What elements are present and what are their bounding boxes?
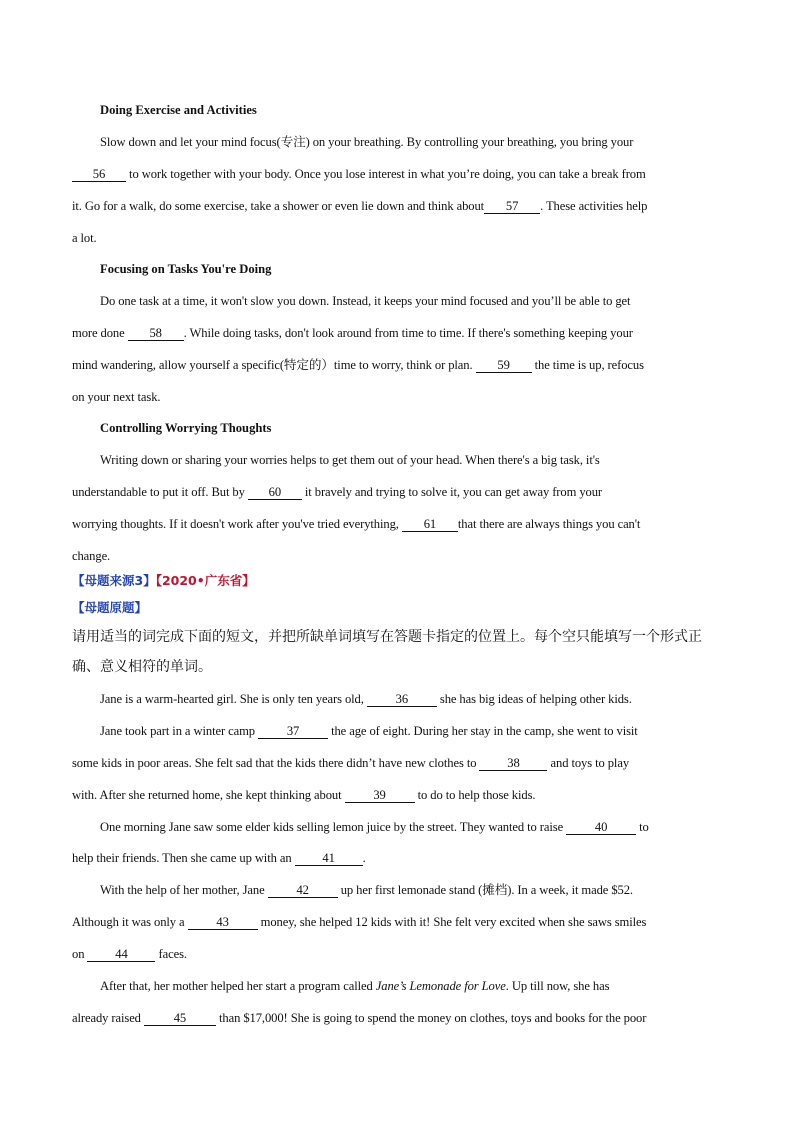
paragraph-line <box>72 198 722 214</box>
paragraph-line <box>72 548 722 564</box>
text: money, she helped 12 kids with it! She felt very excited when she saws smiles <box>257 915 647 929</box>
paragraph-line <box>100 882 722 898</box>
blank-45[interactable]: 45 <box>144 1011 216 1026</box>
text: already raised <box>72 1011 144 1025</box>
blank-56[interactable]: 56 <box>72 167 126 182</box>
text: . <box>362 851 366 865</box>
blank-39[interactable]: 39 <box>345 788 415 803</box>
text: Writing down or sharing your worries helps to get them out of your head. When there's a big task, it's <box>100 453 600 467</box>
text: the time is up, refocus <box>531 358 644 372</box>
text: to do to help those kids. <box>414 788 536 802</box>
blank-43[interactable]: 43 <box>188 915 258 930</box>
text: the age of eight. During her stay in the camp, she went to visit <box>328 724 638 738</box>
paragraph-line <box>100 293 722 309</box>
text: more done <box>72 326 128 340</box>
blank-44[interactable]: 44 <box>87 947 155 962</box>
paragraph-line <box>72 850 722 866</box>
text: to work together with your body. Once you lose interest in what you’re doing, you can take a break from <box>126 167 646 181</box>
text: . While doing tasks, don't look around from time to time. If there's something keeping your <box>183 326 633 340</box>
blank-59[interactable]: 59 <box>476 358 532 373</box>
paragraph-line <box>72 166 722 182</box>
paragraph-line <box>100 134 722 150</box>
blank-40[interactable]: 40 <box>566 820 636 835</box>
blank-61[interactable]: 61 <box>402 517 458 532</box>
blank-41[interactable]: 41 <box>295 851 363 866</box>
text: with. After she returned home, she kept thinking about <box>72 788 345 802</box>
blank-38[interactable]: 38 <box>479 756 547 771</box>
paragraph-line <box>72 325 722 341</box>
paragraph-line <box>100 978 722 994</box>
text: than $17,000! She is going to spend the money on clothes, toys and books for the poor <box>215 1011 647 1025</box>
paragraph-line <box>72 516 722 532</box>
paragraph-line <box>100 723 722 739</box>
paragraph-line <box>72 946 722 962</box>
text: on your next task. <box>72 390 161 404</box>
paragraph-line <box>72 389 722 405</box>
text: she has big ideas of helping other kids. <box>436 692 632 706</box>
source-label: 【母题来源3】 <box>72 573 156 588</box>
source-year-region: 【2020•广东省】 <box>155 573 255 588</box>
paragraph-line <box>72 787 722 803</box>
text: understandable to put it off. But by <box>72 485 248 499</box>
text: up her first lemonade stand (摊档). In a week, it made $52. <box>337 883 633 897</box>
section-heading: Doing Exercise and Activities <box>100 103 257 117</box>
instruction-line: 请用适当的词完成下面的短文，并把所缺单词填写在答题卡指定的位置上。每个空只能填写一个形式正 <box>72 629 702 645</box>
blank-36[interactable]: 36 <box>367 692 437 707</box>
text: and toys to play <box>547 756 630 770</box>
text: help their friends. Then she came up with an <box>72 851 295 865</box>
original-question-label: 【母题原题】 <box>72 600 148 615</box>
blank-60[interactable]: 60 <box>248 485 302 500</box>
paragraph-line <box>72 1010 722 1026</box>
text: mind wandering, allow yourself a specific(特定的）time to worry, think or plan. <box>72 358 476 372</box>
program-title: Jane’s Lemonade for Love <box>375 979 506 993</box>
paragraph-line <box>72 755 722 771</box>
paragraph-line <box>72 357 722 373</box>
text: . Up till now, she has <box>505 979 610 993</box>
text: to <box>636 820 649 834</box>
text: that there are always things you can't <box>457 517 641 531</box>
text: some kids in poor areas. She felt sad that the kids there didn’t have new clothes to <box>72 756 480 770</box>
paragraph-line <box>72 484 722 500</box>
text: it. Go for a walk, do some exercise, take a shower or even lie down and think about <box>72 199 485 213</box>
text: a lot. <box>72 231 97 245</box>
text: it bravely and trying to solve it, you can get away from your <box>301 485 603 499</box>
text: Jane took part in a winter camp <box>100 724 259 738</box>
paragraph-line <box>100 691 722 707</box>
blank-42[interactable]: 42 <box>268 883 338 898</box>
text: faces. <box>155 947 187 961</box>
text: Although it was only a <box>72 915 188 929</box>
text: Do one task at a time, it won't slow you down. Instead, it keeps your mind focused and you’ll be able to get <box>100 294 631 308</box>
source-label-line <box>72 573 255 589</box>
text: After that, her mother helped her start a program called <box>100 979 376 993</box>
text: Jane is a warm-hearted girl. She is only ten years old, <box>100 692 367 706</box>
blank-37[interactable]: 37 <box>258 724 328 739</box>
text: Slow down and let your mind focus(专注) on your breathing. By controlling your breathing, you bring your <box>100 135 634 149</box>
text: . These activities help <box>540 199 648 213</box>
text: worrying thoughts. If it doesn't work after you've tried everything, <box>72 517 402 531</box>
section-heading: Focusing on Tasks You're Doing <box>100 262 272 276</box>
paragraph-line <box>72 914 722 930</box>
blank-57[interactable]: 57 <box>484 199 540 214</box>
text: on <box>72 947 88 961</box>
paragraph-line <box>100 452 722 468</box>
section-heading: Controlling Worrying Thoughts <box>100 421 272 435</box>
paragraph-line <box>100 819 722 835</box>
paragraph-line <box>72 230 722 246</box>
text: With the help of her mother, Jane <box>100 883 268 897</box>
text: change. <box>72 549 111 563</box>
instruction-line: 确、意义相符的单词。 <box>72 659 212 675</box>
blank-58[interactable]: 58 <box>128 326 184 341</box>
text: One morning Jane saw some elder kids selling lemon juice by the street. They wanted to raise <box>100 820 567 834</box>
